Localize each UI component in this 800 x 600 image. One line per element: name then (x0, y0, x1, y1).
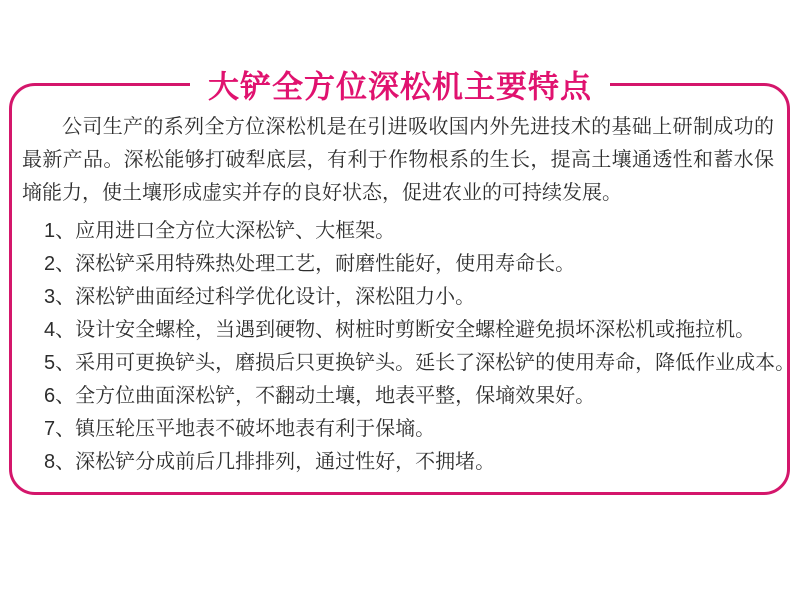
feature-item-8: 8、深松铲分成前后几排排列，通过性好，不拥堵。 (44, 451, 496, 473)
card-title: 大铲全方位深松机主要特点 (190, 62, 610, 107)
feature-item-7: 7、镇压轮压平地表不破坏地表有利于保墒。 (44, 418, 436, 440)
intro-paragraph: 公司生产的系列全方位深松机是在引进吸收国内外先进技术的基础上研制成功的最新产品。深松能够打破犁底层，有利于作物根系的生长，提高土壤通透性和蓄水保墒能力，使土壤形成虚实并存的良好状态，促进农业的可持续发展。 (22, 116, 774, 204)
feature-item-4: 4、设计安全螺栓，当遇到硬物、树桩时剪断安全螺栓避免损坏深松机或拖拉机。 (44, 319, 756, 341)
feature-list (22, 215, 796, 479)
feature-item-2: 2、深松铲采用特殊热处理工艺，耐磨性能好，使用寿命长。 (44, 253, 576, 275)
feature-item-5: 5、采用可更换铲头，磨损后只更换铲头。延长了深松铲的使用寿命，降低作业成本。 (44, 352, 796, 374)
feature-item-1: 1、应用进口全方位大深松铲、大框架。 (44, 220, 396, 242)
card-content (22, 111, 796, 479)
feature-item-3: 3、深松铲曲面经过科学优化设计，深松阻力小。 (44, 286, 476, 308)
feature-item-6: 6、全方位曲面深松铲，不翻动土壤，地表平整，保墒效果好。 (44, 385, 596, 407)
